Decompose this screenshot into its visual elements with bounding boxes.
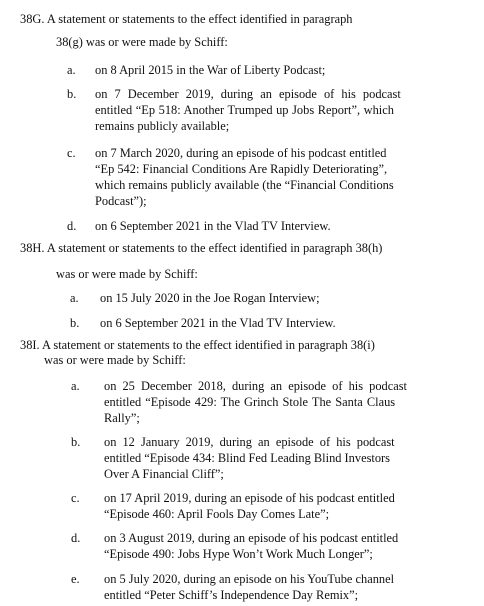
item-label: b. xyxy=(71,435,81,449)
item-text: on 17 April 2019, during an episode of his podcast entitled xyxy=(104,491,395,505)
item-text: on 3 August 2019, during an episode of his podcast entitled xyxy=(104,531,399,545)
paragraph-38g-heading-line2: 38(g) was or were made by Schiff: xyxy=(56,35,228,49)
item-text: entitled “Peter Schiff’s Independence Day Remix”; xyxy=(104,588,359,602)
paragraph-38i-heading-line1: 38I. A statement or statements to the effect identified in paragraph 38(i) xyxy=(20,338,375,352)
item-text: “Episode 460: April Fools Day Comes Late”; xyxy=(104,507,330,521)
item-label: c. xyxy=(67,146,76,160)
item-text: on 7 March 2020, during an episode of his podcast entitled xyxy=(95,146,387,160)
item-label: c. xyxy=(71,491,80,505)
item-text: entitled “Episode 434: Blind Fed Leading Blind Investors xyxy=(104,451,390,465)
item-label: d. xyxy=(67,219,77,233)
item-label: a. xyxy=(70,291,79,305)
item-text: on 6 September 2021 in the Vlad TV Interview. xyxy=(100,316,336,330)
paragraph-38h-heading-line1: 38H. A statement or statements to the effect identified in paragraph 38(h) xyxy=(20,241,383,255)
item-text: on 15 July 2020 in the Joe Rogan Interview; xyxy=(100,291,320,305)
item-text: “Ep 542: Financial Conditions Are Rapidly Deteriorating”, xyxy=(95,162,388,176)
item-text: entitled “Episode 429: The Grinch Stole The Santa Claus xyxy=(104,395,396,409)
item-label: d. xyxy=(71,531,81,545)
paragraph-38h-heading-line2: was or were made by Schiff: xyxy=(56,267,198,281)
paragraph-38i-heading-line2: was or were made by Schiff: xyxy=(44,353,186,367)
item-text: on 6 September 2021 in the Vlad TV Interview. xyxy=(95,219,331,233)
item-text: Podcast”); xyxy=(95,194,147,208)
item-label: a. xyxy=(71,379,80,393)
item-label: e. xyxy=(71,572,80,586)
item-text: on 8 April 2015 in the War of Liberty Podcast; xyxy=(95,63,326,77)
item-text: on 7 December 2019, during an episode of his podcast xyxy=(95,87,401,101)
item-text: on 12 January 2019, during an episode of his podcast xyxy=(104,435,395,449)
item-text: on 25 December 2018, during an episode of his podcast xyxy=(104,379,407,393)
item-label: b. xyxy=(67,87,77,101)
item-text: on 5 July 2020, during an episode on his YouTube channel xyxy=(104,572,395,586)
item-text: Rally”; xyxy=(104,411,140,425)
item-text: Over A Financial Cliff”; xyxy=(104,467,224,481)
paragraph-38g-heading-line1: 38G. A statement or statements to the effect identified in paragraph xyxy=(20,12,353,26)
item-text: remains publicly available; xyxy=(95,119,230,133)
item-label: a. xyxy=(67,63,76,77)
item-text: entitled “Ep 518: Another Trumped up Jobs Report”, which xyxy=(95,103,394,117)
item-text: which remains publicly available (the “Financial Conditions xyxy=(95,178,394,192)
item-label: b. xyxy=(70,316,80,330)
item-text: “Episode 490: Jobs Hype Won’t Work Much Longer”; xyxy=(104,547,373,561)
